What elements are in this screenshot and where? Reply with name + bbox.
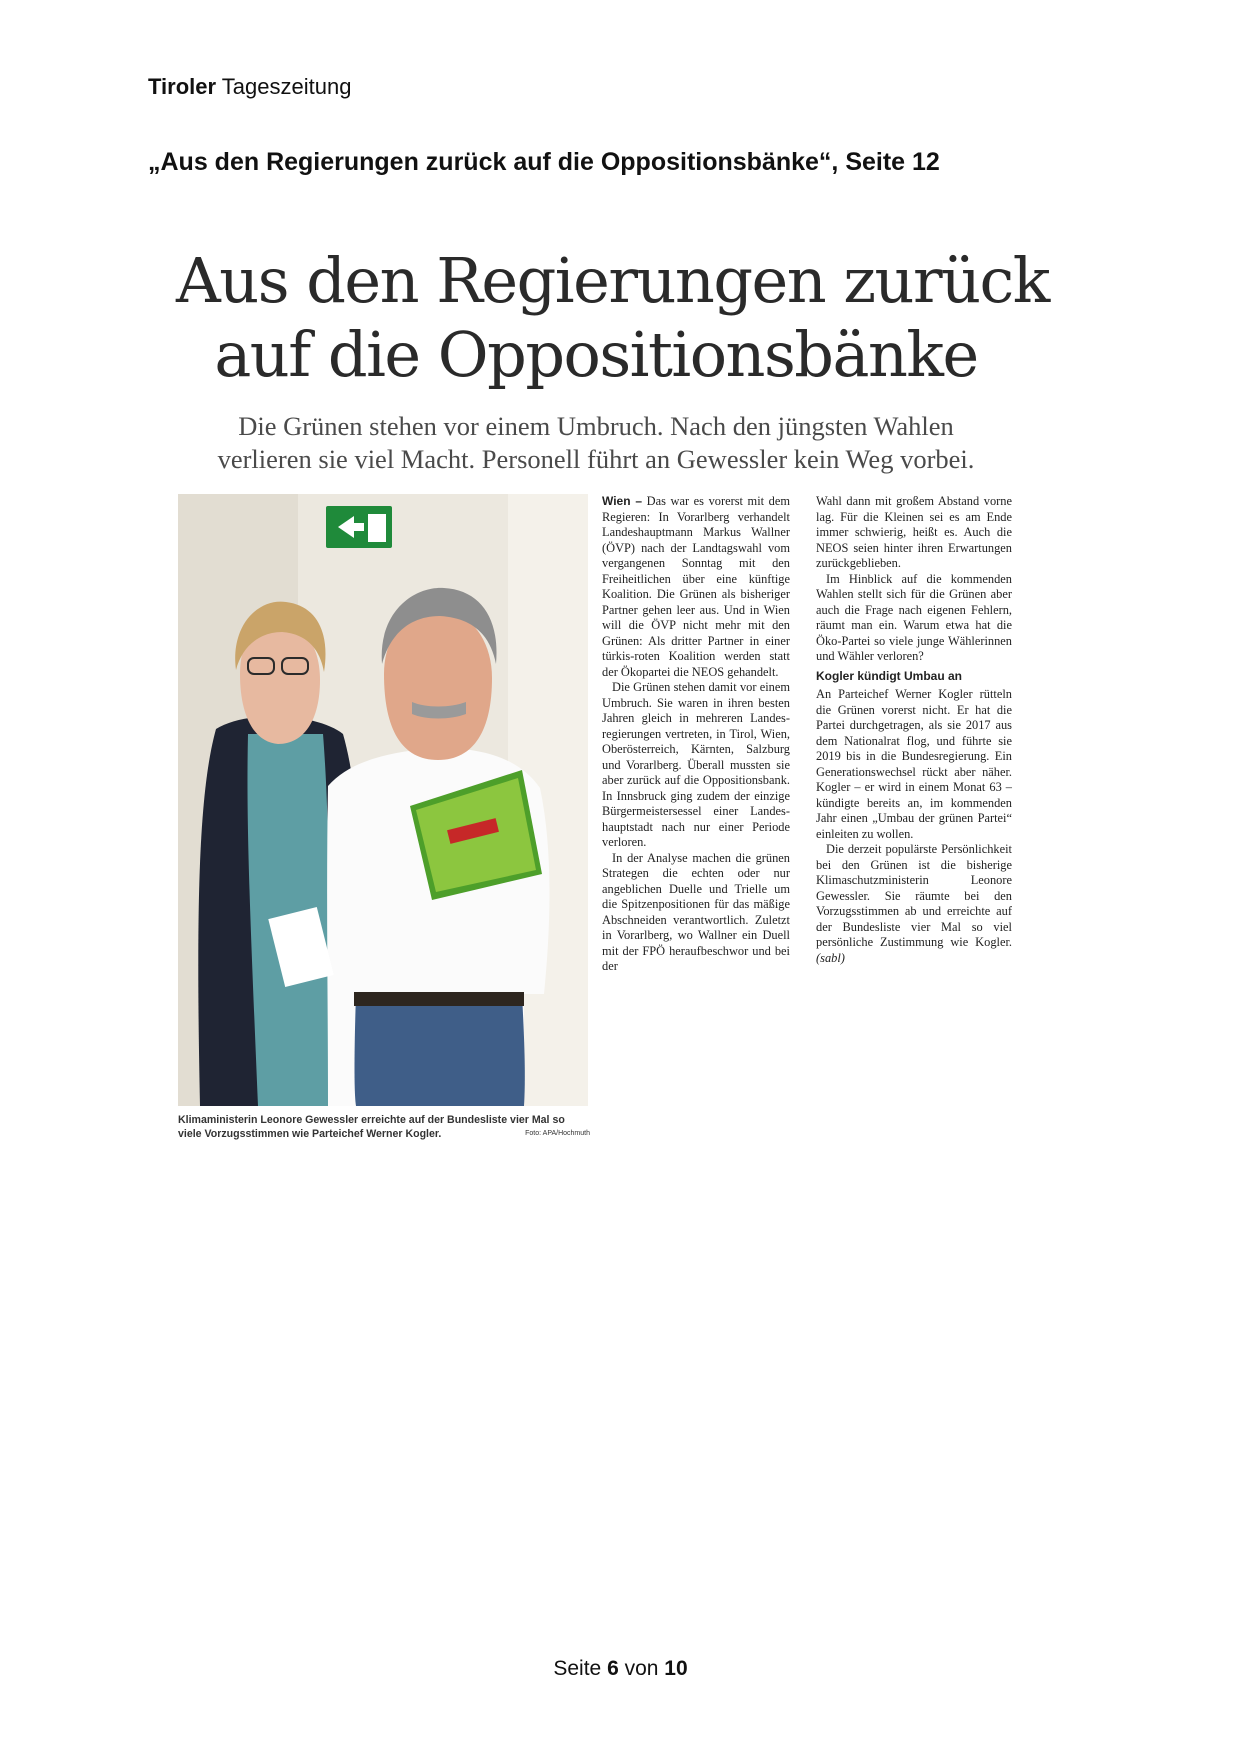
footer-middle: von xyxy=(624,1657,659,1680)
col2-paragraph-1: Wahl dann mit großem Abstand vorne lag. Für die Kleinen sei es am Ende immer schwierig, heißt es. Auch die NEOS seien hinter ihren Erwartungen zurückgeblieben. xyxy=(816,494,1012,570)
col1-paragraph-3: In der Analyse machen die grünen Strategen die echten oder nur angeblichen Duelle und Trielle um die Spitzenpositionen für das mäßige Abschneiden verantwortlich. Zuletzt in Vorarlberg, wo Wallner ein Duell mit der FPÖ heraufbeschwor und bei der xyxy=(602,850,790,973)
footer-current-page: 6 xyxy=(607,1657,619,1680)
politicians-photo-illustration xyxy=(178,494,588,1106)
source-publication xyxy=(148,74,351,100)
article-subhead: Kogler kündigt Umbau an xyxy=(816,668,963,683)
reference-title: „Aus den Regierungen zurück auf die Oppositionsbänke“, Seite 12 xyxy=(148,148,940,176)
col1-paragraph-2: Die Grünen stehen damit vor einem Umbruch. Sie waren in ihren besten Jahren gleich in mehreren Landesregierungen vertreten, in Tirol, Wien, Oberösterreich, Kärnten, Salzburg und Vorarlberg. Überall mussten sie aber zurück auf die Oppositionsbank. In Innsbruck ging zudem der einzige Bürgermeistersessel einer Landeshauptstadt nach nur einer Periode verloren. xyxy=(602,680,790,849)
article-headline xyxy=(176,244,1049,392)
footer-total-pages: 10 xyxy=(664,1657,688,1680)
photo-caption xyxy=(178,1113,590,1141)
col2-paragraph-4-text: Die derzeit populärste Persönlichkeit bei den Grünen ist die bisherige Klimaschutzministerin Leonore Gewessler. Sie räumte bei den Vorzugsstimmen ab und erreichte auf der Bundesliste vier Mal so viel persönliche Zustimmung wie Kogler. xyxy=(816,842,1012,949)
jeans-shape xyxy=(355,994,525,1106)
photo-credit: Foto: APA/Hochmuth xyxy=(525,1130,590,1137)
col1-paragraph-1 xyxy=(602,494,790,680)
col2-paragraph-2: Im Hinblick auf die kommenden Wahlen stellt sich für die Grünen aber auch die Frage nach eigenen Fehlern, räumt man ein. Warum etwa hat die Öko-Partei so viele junge Wählerinnen und Wähler verloren? xyxy=(816,571,1012,663)
subheadline-line-1: Die Grünen stehen vor einem Umbruch. Nach den jüngsten Wahlen xyxy=(238,411,954,441)
author-signature: (sabl) xyxy=(816,950,845,965)
source-name-regular: Tageszeitung xyxy=(221,74,352,99)
headline-line-2: auf die Oppositionsbänke xyxy=(214,318,978,391)
article-photo xyxy=(178,494,588,1106)
article-subheadline xyxy=(176,410,1016,476)
dateline: Wien – xyxy=(602,494,643,508)
col2-paragraph-4 xyxy=(816,842,1012,966)
subheadline-line-2: verlieren sie viel Macht. Personell führt an Gewessler kein Weg vorbei. xyxy=(217,444,975,474)
newspaper-clipping xyxy=(176,238,1049,1154)
article-column-2 xyxy=(816,494,1012,966)
article-column-1 xyxy=(602,494,790,975)
footer-prefix: Seite xyxy=(553,1657,602,1680)
headline-line-1: Aus den Regierungen zurück xyxy=(176,244,1049,317)
page-footer xyxy=(0,1657,1241,1681)
col1-paragraph-1-text: Das war es vorerst mit dem Regieren: In Vorarlberg verhandelt Landeshauptmann Markus Wallner (ÖVP) nach der Landtagswahl vom vergangenen Sonntag mit den Freiheitlichen über eine künftige Koalition. Die Grünen als bisheriger Partner gehen leer aus. Und in Wien will die ÖVP nicht mehr mit den Grünen: Als dritter Partner in einer türkis-roten Koalition werden statt der Ökopartei die NEOS gehandelt. xyxy=(602,494,790,679)
col2-paragraph-3: An Parteichef Werner Kogler rütteln die Grünen vorerst nicht. Er hat die Partei durchgetragen, als sie 2017 aus dem Nationalrat flog, und führte sie 2019 bis in die Bundesregierung. Ein Generationswechsel rückt aber näher. Kogler – er wird in einem Monat 63 – kündigte bereits an, im kommenden Jahr einen „Umbau der grünen Partei“ einleiten zu wollen. xyxy=(816,687,1012,841)
caption-text: Klimaministerin Leonore Gewessler erreichte auf der Bundesliste vier Mal so viele Vorzugsstimmen wie Parteichef Werner Kogler. xyxy=(178,1114,565,1140)
source-name-bold: Tiroler xyxy=(148,74,217,99)
